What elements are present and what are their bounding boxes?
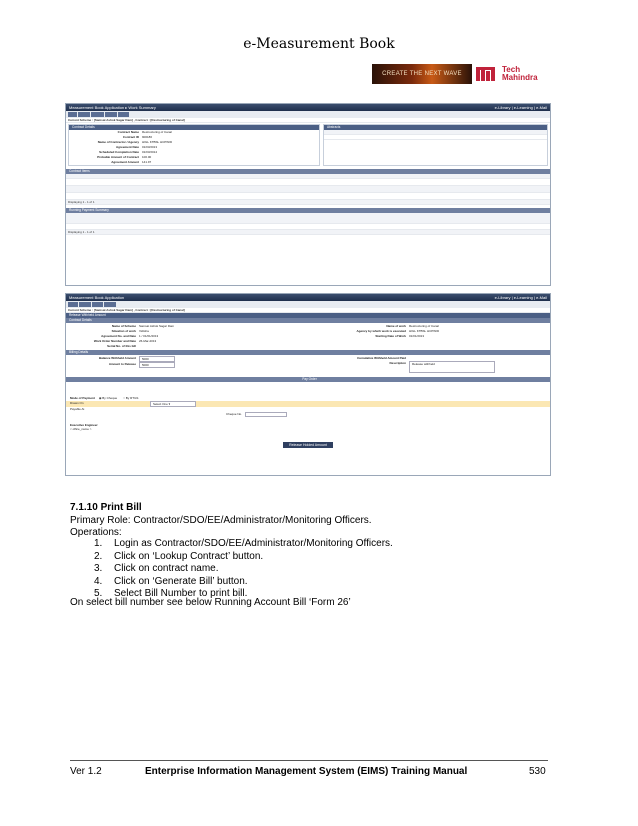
field-label: Agency by which work is executed: [356, 329, 406, 333]
tab-1[interactable]: [68, 112, 77, 117]
tab-2[interactable]: [78, 112, 90, 117]
step-number: 5.: [94, 588, 103, 599]
top-nav: [66, 294, 550, 301]
field-value: HIGL KTBSL HCPWID: [142, 140, 173, 144]
banner-strip: [372, 64, 472, 84]
contract-details-panel: [68, 124, 320, 166]
field-value: 900186: [142, 135, 153, 139]
tab-3[interactable]: [91, 112, 104, 117]
nav-links[interactable]: e-Library | e-Learning | e-Mail: [494, 105, 547, 110]
document-title: e-Measurement Book: [243, 36, 395, 52]
field-label: Name of work: [386, 324, 406, 328]
running-payment-header: Running Payment Summary: [66, 208, 550, 213]
field-row: [66, 344, 306, 349]
footer-version: Ver 1.2: [70, 766, 102, 777]
footer-manual-title: Enterprise Information Management System (EIMS) Training Manual: [145, 766, 468, 777]
balance-label: Balance Withheld Amount: [98, 356, 136, 360]
tab-3[interactable]: [92, 302, 103, 307]
abstracts-header: Abstracts: [324, 125, 547, 130]
contract-fields-left: [66, 324, 306, 349]
field-label: Name of Scheme: [111, 324, 136, 328]
release-row: [66, 362, 306, 368]
field-value: 01/03/2013: [142, 145, 158, 149]
step-text: Click on ‘Generate Bill’ button.: [114, 575, 248, 587]
running-columns: [66, 213, 550, 224]
contract-items-header: Contract Items: [66, 169, 550, 174]
field-value: Samsat Ashok Sagar Dam: [139, 324, 175, 328]
scheme-line: Current Scheme : [Samsat Ashok Sagar Dam] , Contract : [Restructuring of Canal]: [66, 308, 550, 313]
field-value: Restructuring of Canal: [409, 324, 439, 328]
tech-mahindra-logo: [476, 65, 538, 83]
field-label: Name of Contractor / Agency: [97, 140, 139, 144]
step-number: 1.: [94, 538, 103, 549]
top-nav: [66, 104, 550, 111]
cheque-label: Cheque No.: [226, 412, 243, 416]
contract-fields-right: [306, 324, 550, 349]
engineer-label: Executive Engineer: [70, 423, 98, 427]
description-row: [306, 361, 550, 373]
field-value: 141.97: [142, 160, 152, 164]
field-value: 100.00: [142, 155, 152, 159]
logo-line2: Mahindra: [502, 73, 538, 82]
primary-role: Primary Role: Contractor/SDO/EE/Administrator/Monitoring Officers.: [70, 515, 372, 526]
field-value: 01/01/2013: [409, 334, 425, 338]
step-number: 3.: [94, 563, 103, 574]
step-text: Login as Contractor/SDO/EE/Administrator/Monitoring Officers.: [114, 538, 393, 549]
field-label: Agreement Date: [115, 145, 139, 149]
description-input[interactable]: Release withheld: [409, 361, 495, 373]
tab-5[interactable]: [118, 112, 129, 117]
field-label: Contract ID: [122, 135, 139, 139]
closing-text: On select bill number see below Running Account Bill ‘Form 26’: [70, 597, 351, 608]
field-value: 01/03/2014: [142, 150, 158, 154]
contract-fields: [69, 130, 319, 165]
footer-page-number: 530: [529, 766, 546, 777]
operation-step: [94, 538, 393, 551]
balance-value[interactable]: 5000: [139, 356, 175, 362]
operation-step: [94, 563, 393, 576]
field-label: Starting Date of Work: [375, 334, 406, 338]
section-heading: 7.1.10 Print Bill: [70, 502, 142, 513]
release-input[interactable]: 5000: [139, 362, 175, 368]
tab-4[interactable]: [105, 112, 117, 117]
tab-row: [66, 111, 550, 118]
operations-list: [94, 538, 393, 601]
step-text: Select Bill Number to print bill.: [114, 588, 248, 599]
field-label: Contract Name: [117, 130, 139, 134]
field-value: 26-Mar-2013: [139, 339, 157, 343]
radio-rtgs[interactable]: ○ By RTGS: [123, 396, 139, 400]
banner-text: CREATE THE NEXT WAVE: [382, 71, 462, 77]
step-number: 2.: [94, 550, 103, 562]
field-value: HIGL KTBSL HCPWID: [409, 329, 440, 333]
step-text: Click on ‘Lookup Contract’ button.: [114, 550, 264, 562]
payment-mode-label: Mode of Payment: [70, 396, 95, 400]
description-label: Description: [389, 361, 406, 365]
screenshot-work-summary: [65, 103, 551, 286]
step-number: 4.: [94, 575, 103, 587]
field-label: Agreement No. and Date: [101, 334, 136, 338]
operation-step: [94, 551, 393, 564]
contract-details-header: Contract Details: [69, 125, 319, 130]
nav-title: Measurement Book Application ▸ Work Summary: [69, 105, 156, 110]
scheme-line: Current Scheme : [Samsat Ashok Sagar Dam] , Contract : [Restructuring of Canal]: [66, 118, 550, 123]
nav-links[interactable]: e-Library | e-Learning | e-Mail: [494, 295, 547, 300]
logo-line1: Tech: [502, 65, 521, 74]
field-label: Serial No. of this bill: [107, 344, 136, 348]
office-label: < office_name >: [70, 427, 92, 431]
screenshot-release-withheld: [65, 293, 551, 476]
drawn-on-label: Drawn On: [70, 401, 84, 405]
field-row: [306, 334, 550, 339]
pager[interactable]: Displaying 1 - 1 of 1: [66, 200, 550, 205]
release-panel-header: Release Withheld Amount: [66, 313, 550, 318]
cumulative-label: Cumulative Withheld Amount Paid: [357, 356, 406, 360]
field-label: Situation of work: [111, 329, 136, 333]
billing-header: Billing Details: [66, 350, 550, 355]
footer-divider: [70, 760, 548, 761]
operation-step: [94, 576, 393, 589]
office-row: [66, 427, 550, 431]
abstracts-panel: [323, 124, 548, 166]
field-value: Vidisha: [139, 329, 149, 333]
field-value: Restructuring of Canal: [142, 130, 172, 134]
cheque-input[interactable]: [245, 412, 287, 417]
radio-cheque[interactable]: ◉ By Cheque: [98, 396, 118, 400]
pay-order-header: Pay Order: [66, 377, 550, 382]
field-label: Work Order Number and Date: [93, 339, 136, 343]
release-button[interactable]: Release Holded Amount: [283, 442, 333, 448]
header-banner: [372, 62, 542, 86]
field-label: Agreement Amount: [111, 160, 139, 164]
logo-mark-icon: [476, 65, 500, 83]
release-label: Amount to Release: [108, 362, 136, 366]
table-row[interactable]: [66, 179, 550, 186]
tab-4[interactable]: [104, 302, 116, 307]
step-text: Click on contract name.: [114, 563, 219, 574]
drawn-on-select[interactable]: Select One ▾: [150, 401, 196, 407]
field-row: [69, 160, 319, 165]
field-label: Scheduled Completion Date: [99, 150, 139, 154]
field-label: Probable Amount of Contract: [97, 155, 139, 159]
tab-2[interactable]: [79, 302, 91, 307]
operations-label: Operations:: [70, 527, 122, 538]
contract-header: Contract Details: [66, 318, 550, 323]
field-value: 1 / 01/01/2013: [139, 334, 159, 338]
tab-row: [66, 301, 550, 308]
tab-1[interactable]: [68, 302, 78, 307]
payable-label: Payable At: [70, 407, 85, 411]
pager[interactable]: Displaying 1 - 1 of 1: [66, 230, 550, 235]
logo-text: [502, 66, 538, 82]
table-row[interactable]: [66, 186, 550, 193]
table-row[interactable]: [66, 193, 550, 200]
nav-title: Measurement Book Application: [69, 295, 125, 300]
